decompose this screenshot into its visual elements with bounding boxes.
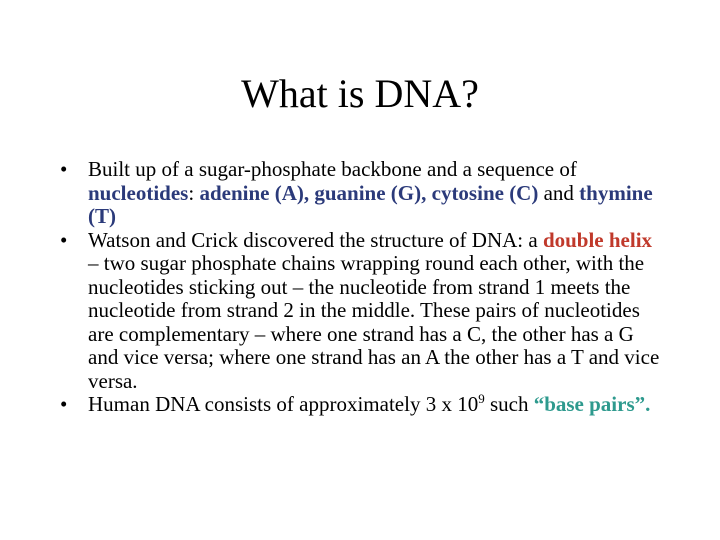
exponent: 9 xyxy=(478,391,485,406)
bullet-text-period: . xyxy=(645,392,651,416)
bullet-text: – two sugar phosphate chains wrapping round each other, with the nucleotides sticking out – the nucleotide from strand 1 meets the nucleotide from strand 2 in the middle. These pairs of nucleotides are complementary – where one strand has a C, the other has a G and vice versa; where one strand has an A the other has a T and vice versa. xyxy=(88,251,660,393)
bullet-text: Built up of a sugar-phosphate backbone and a sequence of xyxy=(88,157,577,181)
bullet-list xyxy=(56,158,666,417)
bullet-icon: • xyxy=(60,157,68,181)
bullet-icon: • xyxy=(60,392,68,416)
bullet-text: Watson and Crick discovered the structure of DNA: a xyxy=(88,227,543,252)
bullet-text: and xyxy=(538,180,580,205)
highlight-double-helix: double helix xyxy=(542,227,653,252)
highlight-thymine: thymine (T) xyxy=(88,180,653,228)
bullet-text: : xyxy=(188,180,200,205)
bullet-text: Human DNA consists of approximately 3 x 10 xyxy=(88,392,479,416)
bullet-item-dna-composition xyxy=(56,158,666,229)
bullet-item-watson-crick xyxy=(56,229,666,394)
slide-title: What is DNA? xyxy=(241,71,479,116)
bullet-item-human-dna xyxy=(56,393,666,417)
bullet-text: such xyxy=(484,392,534,416)
highlight-bases: adenine (A), guanine (G), cytosine (C) xyxy=(199,180,539,205)
bullet-icon: • xyxy=(60,227,68,252)
highlight-nucleotides: nucleotides xyxy=(88,180,189,205)
highlight-base-pairs: “base pairs” xyxy=(533,392,646,416)
